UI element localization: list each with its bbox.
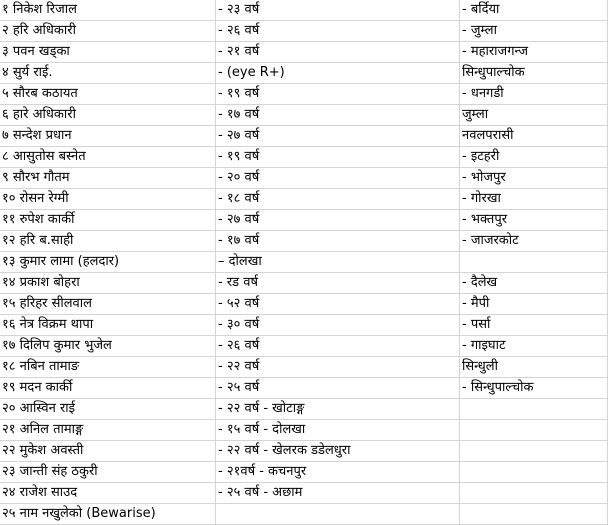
name-cell[interactable]: १४ प्रकाश बोहरा	[0, 273, 216, 294]
name-cell[interactable]: १८ नबिन तामाङ	[0, 357, 216, 378]
age-cell[interactable]: - २० वर्ष	[216, 168, 460, 189]
name-cell[interactable]: ३ पवन खड्का	[0, 42, 216, 63]
table-row	[0, 420, 608, 441]
table-row	[0, 252, 608, 273]
place-cell[interactable]: सिन्धुपाल्चोक	[460, 63, 608, 84]
table-row	[0, 399, 608, 420]
table-row	[0, 378, 608, 399]
table-row	[0, 504, 608, 525]
table-row	[0, 147, 608, 168]
place-cell[interactable]	[460, 441, 608, 462]
table-row	[0, 441, 608, 462]
place-cell[interactable]: - भोजपुर	[460, 168, 608, 189]
name-cell[interactable]: २० आस्विन राई	[0, 399, 216, 420]
age-cell[interactable]: - २७ वर्ष	[216, 126, 460, 147]
name-cell[interactable]: ४ सुर्य राई.	[0, 63, 216, 84]
place-cell[interactable]: - महाराजगन्ज	[460, 42, 608, 63]
place-cell[interactable]	[460, 483, 608, 504]
place-cell[interactable]: सिन्धुली	[460, 357, 608, 378]
place-cell[interactable]: नवलपरासी	[460, 126, 608, 147]
age-cell[interactable]: - २७ वर्ष	[216, 210, 460, 231]
age-cell[interactable]: - १७ वर्ष	[216, 231, 460, 252]
age-cell[interactable]: - २५ वर्ष	[216, 378, 460, 399]
age-cell[interactable]: - २२ वर्ष - खेलरक डडेलधुरा	[216, 441, 460, 462]
table-row	[0, 483, 608, 504]
name-cell[interactable]: १६ नेत्र विक्रम थापा	[0, 315, 216, 336]
age-cell[interactable]: - ५२ वर्ष	[216, 294, 460, 315]
name-cell[interactable]: १९ मदन कार्की	[0, 378, 216, 399]
age-cell[interactable]: - ३० वर्ष	[216, 315, 460, 336]
age-cell[interactable]: - २५ वर्ष - अछाम	[216, 483, 460, 504]
name-cell[interactable]: १५ हरिहर सीलवाल	[0, 294, 216, 315]
name-cell[interactable]: २२ मुकेश अवस्ती	[0, 441, 216, 462]
place-cell[interactable]: - गाइघाट	[460, 336, 608, 357]
table-row	[0, 84, 608, 105]
age-cell[interactable]: - १८ वर्ष	[216, 189, 460, 210]
place-cell[interactable]: - जाजरकोट	[460, 231, 608, 252]
table-row	[0, 105, 608, 126]
age-cell[interactable]: - २२ वर्ष - खोटाङ्ग	[216, 399, 460, 420]
name-cell[interactable]: २ हरि अधिकारी	[0, 21, 216, 42]
name-cell[interactable]: २५ नाम नखुलेको (Bewarise)	[0, 504, 216, 525]
name-cell[interactable]: ११ रुपेश कार्की	[0, 210, 216, 231]
table-row	[0, 315, 608, 336]
name-cell[interactable]: १ निकेश रिजाल	[0, 0, 216, 21]
name-cell[interactable]: २१ अनिल तामाङ्ग	[0, 420, 216, 441]
table-row	[0, 210, 608, 231]
table-row	[0, 357, 608, 378]
table-row	[0, 231, 608, 252]
age-cell[interactable]: - १९ वर्ष	[216, 84, 460, 105]
age-cell[interactable]: – दोलखा	[216, 252, 460, 273]
table-row	[0, 336, 608, 357]
name-cell[interactable]: १३ कुमार लामा (हलदार)	[0, 252, 216, 273]
place-cell[interactable]: - जुम्ला	[460, 21, 608, 42]
table-row	[0, 63, 608, 84]
age-cell[interactable]: - २२ वर्ष	[216, 357, 460, 378]
table-row	[0, 21, 608, 42]
name-cell[interactable]: ७ सन्देश प्रधान	[0, 126, 216, 147]
place-cell[interactable]: - सिन्धुपाल्चोक	[460, 378, 608, 399]
table-row	[0, 189, 608, 210]
table-row	[0, 462, 608, 483]
age-cell[interactable]: - रड वर्ष	[216, 273, 460, 294]
table-row	[0, 126, 608, 147]
place-cell[interactable]: - मैपी	[460, 294, 608, 315]
table-row	[0, 42, 608, 63]
age-cell[interactable]: - १७ वर्ष	[216, 105, 460, 126]
age-cell[interactable]	[216, 504, 460, 525]
place-cell[interactable]: जुम्ला	[460, 105, 608, 126]
place-cell[interactable]: - गोरखा	[460, 189, 608, 210]
place-cell[interactable]	[460, 252, 608, 273]
place-cell[interactable]: - पर्सा	[460, 315, 608, 336]
name-cell[interactable]: ८ आसुतोस बस्नेत	[0, 147, 216, 168]
table-row	[0, 0, 608, 21]
place-cell[interactable]: - इटहरी	[460, 147, 608, 168]
table-row	[0, 294, 608, 315]
name-cell[interactable]: १० रोसन रेग्मी	[0, 189, 216, 210]
place-cell[interactable]	[460, 504, 608, 525]
place-cell[interactable]: - दैलेख	[460, 273, 608, 294]
age-cell[interactable]: - १९ वर्ष	[216, 147, 460, 168]
age-cell[interactable]: - २६ वर्ष	[216, 336, 460, 357]
age-cell[interactable]: - २३ वर्ष	[216, 0, 460, 21]
name-cell[interactable]: २३ जान्ती संह ठकुरी	[0, 462, 216, 483]
table-row	[0, 168, 608, 189]
place-cell[interactable]	[460, 399, 608, 420]
name-cell[interactable]: ५ सौरब कठायत	[0, 84, 216, 105]
place-cell[interactable]	[460, 462, 608, 483]
place-cell[interactable]: - बर्दिया	[460, 0, 608, 21]
age-cell[interactable]: - २६ वर्ष	[216, 21, 460, 42]
table-row	[0, 273, 608, 294]
name-cell[interactable]: १२ हरि ब.साही	[0, 231, 216, 252]
name-cell[interactable]: ६ हारे अधिकारी	[0, 105, 216, 126]
place-cell[interactable]	[460, 420, 608, 441]
name-cell[interactable]: १७ दिलिप कुमार भुजेल	[0, 336, 216, 357]
name-cell[interactable]: ९ सौरभ गौतम	[0, 168, 216, 189]
place-cell[interactable]: - धनगडी	[460, 84, 608, 105]
name-cell[interactable]: २४ राजेश साउद	[0, 483, 216, 504]
age-cell[interactable]: - २१ वर्ष	[216, 42, 460, 63]
age-cell[interactable]: - २१वर्ष - कचनपुर	[216, 462, 460, 483]
place-cell[interactable]: - भक्तपुर	[460, 210, 608, 231]
age-cell[interactable]: - (eye R+)	[216, 63, 460, 84]
age-cell[interactable]: - १५ वर्ष - दोलखा	[216, 420, 460, 441]
